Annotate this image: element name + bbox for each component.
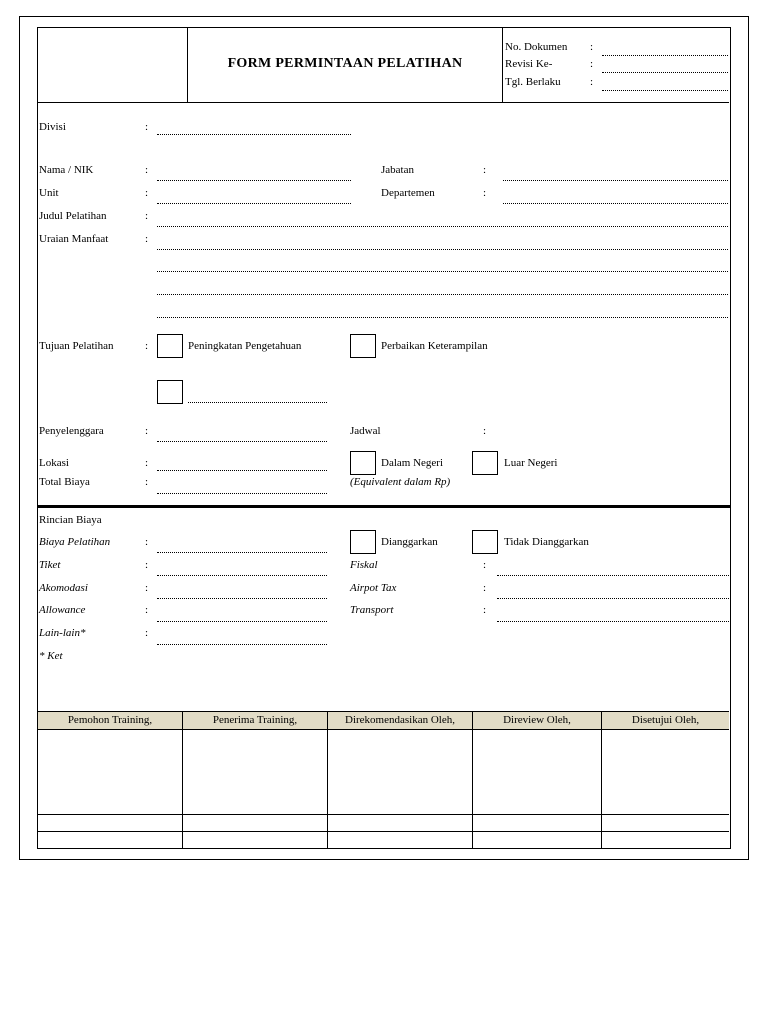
lain-lain-colon: :: [145, 627, 149, 639]
airport-tax-colon: :: [483, 582, 487, 594]
dianggarkan-checkbox[interactable]: [350, 530, 376, 554]
sig-header-direview: Direview Oleh,: [473, 712, 601, 729]
sig-header-penerima: Penerima Training,: [183, 712, 327, 729]
divisi-colon: :: [145, 121, 149, 133]
akomodasi-field[interactable]: [157, 598, 327, 599]
tiket-label: Tiket: [39, 559, 61, 571]
luar-negeri-label: Luar Negeri: [504, 457, 558, 469]
akomodasi-label: Akomodasi: [39, 582, 88, 594]
divisi-field[interactable]: [157, 134, 351, 135]
nama-nik-colon: :: [145, 164, 149, 176]
unit-field[interactable]: [157, 203, 351, 204]
biaya-pelatihan-colon: :: [145, 536, 149, 548]
unit-label: Unit: [39, 187, 59, 199]
effective-date-colon: :: [590, 76, 594, 88]
jabatan-colon: :: [483, 164, 487, 176]
nama-nik-label: Nama / NIK: [39, 164, 94, 176]
revision-colon: :: [590, 58, 594, 70]
lain-lain-label: Lain-lain*: [39, 627, 86, 639]
tidak-dianggarkan-checkbox[interactable]: [472, 530, 498, 554]
unit-colon: :: [145, 187, 149, 199]
sig-name-row-line: [37, 814, 729, 815]
ket-label: * Ket: [39, 650, 63, 662]
tidak-dianggarkan-label: Tidak Dianggarkan: [504, 536, 589, 548]
lokasi-field[interactable]: [157, 470, 327, 471]
fiskal-colon: :: [483, 559, 487, 571]
sig-table-top: [37, 711, 729, 712]
total-biaya-label: Total Biaya: [39, 476, 90, 488]
jadwal-label: Jadwal: [350, 425, 381, 437]
allowance-field[interactable]: [157, 621, 327, 622]
tujuan-pelatihan-label: Tujuan Pelatihan: [39, 340, 114, 352]
total-biaya-field[interactable]: [157, 493, 327, 494]
sig-box-pemohon[interactable]: [38, 730, 182, 814]
header-divider-right: [502, 27, 503, 102]
divisi-label: Divisi: [39, 121, 66, 133]
departemen-label: Departemen: [381, 187, 435, 199]
airport-tax-field[interactable]: [497, 598, 729, 599]
uraian-manfaat-colon: :: [145, 233, 149, 245]
tiket-colon: :: [145, 559, 149, 571]
header-bottom-line: [37, 102, 729, 103]
judul-pelatihan-label: Judul Pelatihan: [39, 210, 107, 222]
transport-colon: :: [483, 604, 487, 616]
departemen-colon: :: [483, 187, 487, 199]
penyelenggara-field[interactable]: [157, 441, 327, 442]
dalam-negeri-checkbox[interactable]: [350, 451, 376, 475]
departemen-field[interactable]: [503, 203, 728, 204]
perbaikan-keterampilan-checkbox[interactable]: [350, 334, 376, 358]
peningkatan-pengetahuan-checkbox[interactable]: [157, 334, 183, 358]
sig-header-pemohon: Pemohon Training,: [38, 712, 182, 729]
uraian-manfaat-line-3[interactable]: [157, 294, 728, 295]
section-separator: [37, 505, 730, 508]
sig-header-direkomendasikan: Direkomendasikan Oleh,: [328, 712, 472, 729]
tujuan-pelatihan-colon: :: [145, 340, 149, 352]
fiskal-field[interactable]: [497, 575, 729, 576]
revision-label: Revisi Ke-: [505, 58, 553, 70]
doc-number-label: No. Dokumen: [505, 41, 568, 53]
transport-field[interactable]: [497, 621, 729, 622]
peningkatan-pengetahuan-label: Peningkatan Pengetahuan: [188, 340, 302, 352]
fiskal-label: Fiskal: [350, 559, 378, 571]
judul-pelatihan-colon: :: [145, 210, 149, 222]
allowance-colon: :: [145, 604, 149, 616]
tujuan-lainnya-checkbox[interactable]: [157, 380, 183, 404]
uraian-manfaat-label: Uraian Manfaat: [39, 233, 109, 245]
uraian-manfaat-line-4[interactable]: [157, 317, 728, 318]
total-biaya-colon: :: [145, 476, 149, 488]
transport-label: Transport: [350, 604, 394, 616]
tiket-field[interactable]: [157, 575, 327, 576]
sig-header-disetujui: Disetujui Oleh,: [602, 712, 729, 729]
tujuan-lainnya-field[interactable]: [188, 402, 327, 403]
sig-box-direview[interactable]: [473, 730, 601, 814]
penyelenggara-label: Penyelenggara: [39, 425, 104, 437]
luar-negeri-checkbox[interactable]: [472, 451, 498, 475]
revision-field[interactable]: [602, 72, 728, 73]
sig-box-penerima[interactable]: [183, 730, 327, 814]
dalam-negeri-label: Dalam Negeri: [381, 457, 443, 469]
penyelenggara-colon: :: [145, 425, 149, 437]
doc-number-colon: :: [590, 41, 594, 53]
judul-pelatihan-field[interactable]: [157, 226, 728, 227]
equivalent-note: (Equivalent dalam Rp): [350, 476, 451, 488]
jabatan-field[interactable]: [503, 180, 728, 181]
jabatan-label: Jabatan: [381, 164, 414, 176]
rincian-biaya-heading: Rincian Biaya: [39, 514, 102, 526]
dianggarkan-label: Dianggarkan: [381, 536, 438, 548]
lokasi-colon: :: [145, 457, 149, 469]
biaya-pelatihan-field[interactable]: [157, 552, 327, 553]
doc-number-field[interactable]: [602, 55, 728, 56]
form-title: FORM PERMINTAAN PELATIHAN: [227, 56, 463, 71]
airport-tax-label: Airpot Tax: [350, 582, 397, 594]
biaya-pelatihan-label: Biaya Pelatihan: [39, 536, 111, 548]
uraian-manfaat-line-1[interactable]: [157, 249, 728, 250]
sig-box-disetujui[interactable]: [602, 730, 729, 814]
effective-date-field[interactable]: [602, 90, 728, 91]
allowance-label: Allowance: [39, 604, 86, 616]
nama-nik-field[interactable]: [157, 180, 351, 181]
perbaikan-keterampilan-label: Perbaikan Keterampilan: [381, 340, 488, 352]
lokasi-label: Lokasi: [39, 457, 69, 469]
sig-box-direkomendasikan[interactable]: [328, 730, 472, 814]
effective-date-label: Tgl. Berlaku: [505, 76, 561, 88]
sig-date-row-line: [37, 831, 729, 832]
lain-lain-field[interactable]: [157, 644, 327, 645]
akomodasi-colon: :: [145, 582, 149, 594]
jadwal-colon: :: [483, 425, 487, 437]
uraian-manfaat-line-2[interactable]: [157, 271, 728, 272]
